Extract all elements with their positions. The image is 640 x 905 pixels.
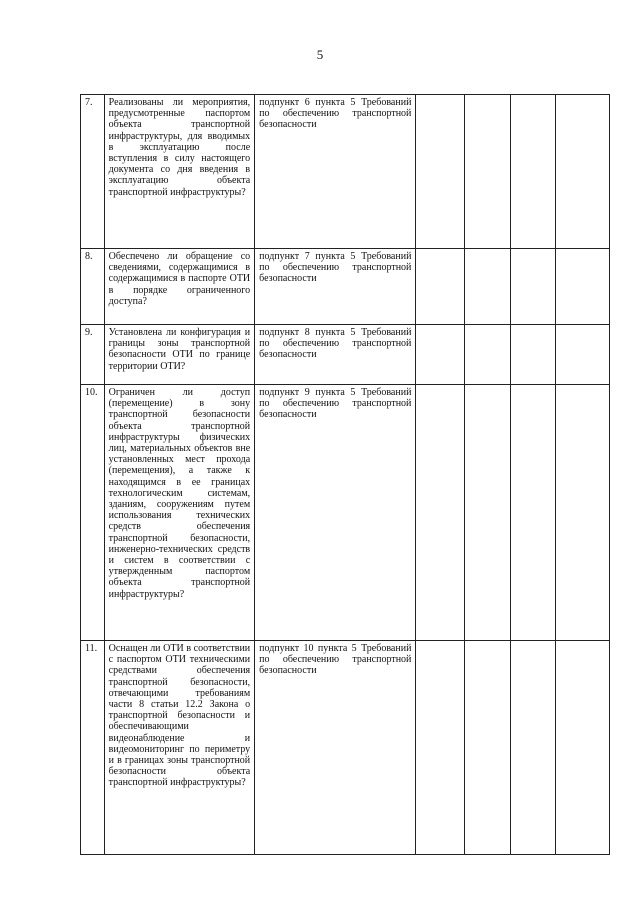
answer-cell xyxy=(416,95,464,249)
answer-cell xyxy=(416,385,464,641)
question-cell: Реализованы ли мероприятия, предусмотренные паспортом объекта транспортной инфраструктуры, для вводимых в эксплуатацию после вступления в силу настоящего документа со дня введения в эксплуатацию объекта транспортной инфраструктуры? xyxy=(104,95,255,249)
requirement-cell: подпункт 8 пункта 5 Требований по обеспечению транспортной безопасности xyxy=(255,325,416,385)
notes-cell xyxy=(556,325,610,385)
row-number: 10. xyxy=(81,385,105,641)
answer-cell xyxy=(416,249,464,325)
answer-cell xyxy=(511,325,556,385)
requirement-cell: подпункт 6 пункта 5 Требований по обеспечению транспортной безопасности xyxy=(255,95,416,249)
row-number: 11. xyxy=(81,641,105,855)
answer-cell xyxy=(464,95,510,249)
requirement-cell: подпункт 9 пункта 5 Требований по обеспечению транспортной безопасности xyxy=(255,385,416,641)
table-row xyxy=(81,385,610,641)
table-row xyxy=(81,249,610,325)
row-number: 7. xyxy=(81,95,105,249)
row-number: 8. xyxy=(81,249,105,325)
answer-cell xyxy=(464,249,510,325)
answer-cell xyxy=(511,249,556,325)
checklist-table xyxy=(80,94,610,855)
requirement-cell: подпункт 10 пункта 5 Требований по обеспечению транспортной безопасности xyxy=(255,641,416,855)
row-number: 9. xyxy=(81,325,105,385)
notes-cell xyxy=(556,95,610,249)
answer-cell xyxy=(511,385,556,641)
table-row xyxy=(81,95,610,249)
question-cell: Установлена ли конфигурация и границы зоны транспортной безопасности ОТИ по границе территории ОТИ? xyxy=(104,325,255,385)
notes-cell xyxy=(556,641,610,855)
question-cell: Ограничен ли доступ (перемещение) в зону транспортной безопасности объекта транспортной инфраструктуры физических лиц, материальных объектов вне установленных мест прохода (перемещения), а также к находящимся в ее границах технологическим системам, зданиям, сооружениям путем использования технических средств обеспечения транспортной безопасности, инженерно-технических средств и систем в соответствии с утвержденным паспортом объекта транспортной инфраструктуры? xyxy=(104,385,255,641)
question-cell: Оснащен ли ОТИ в соответствии с паспортом ОТИ техническими средствами обеспечения транспортной безопасности, отвечающими требованиям части 8 статьи 12.2 Закона о транспортной безопасности и обеспечивающими видеонаблюдение и видеомониторинг по периметру и в границах зоны транспортной безопасности объекта транспортной инфраструктуры? xyxy=(104,641,255,855)
table-row xyxy=(81,641,610,855)
page-number: 5 xyxy=(316,47,324,62)
answer-cell xyxy=(464,385,510,641)
requirement-cell: подпункт 7 пункта 5 Требований по обеспечению транспортной безопасности xyxy=(255,249,416,325)
notes-cell xyxy=(556,249,610,325)
table-row xyxy=(81,325,610,385)
question-cell: Обеспечено ли обращение со сведениями, содержащимися в содержащимися в паспорте ОТИ в порядке ограниченного доступа? xyxy=(104,249,255,325)
answer-cell xyxy=(511,95,556,249)
answer-cell xyxy=(464,325,510,385)
answer-cell xyxy=(416,641,464,855)
notes-cell xyxy=(556,385,610,641)
answer-cell xyxy=(464,641,510,855)
answer-cell xyxy=(511,641,556,855)
answer-cell xyxy=(416,325,464,385)
